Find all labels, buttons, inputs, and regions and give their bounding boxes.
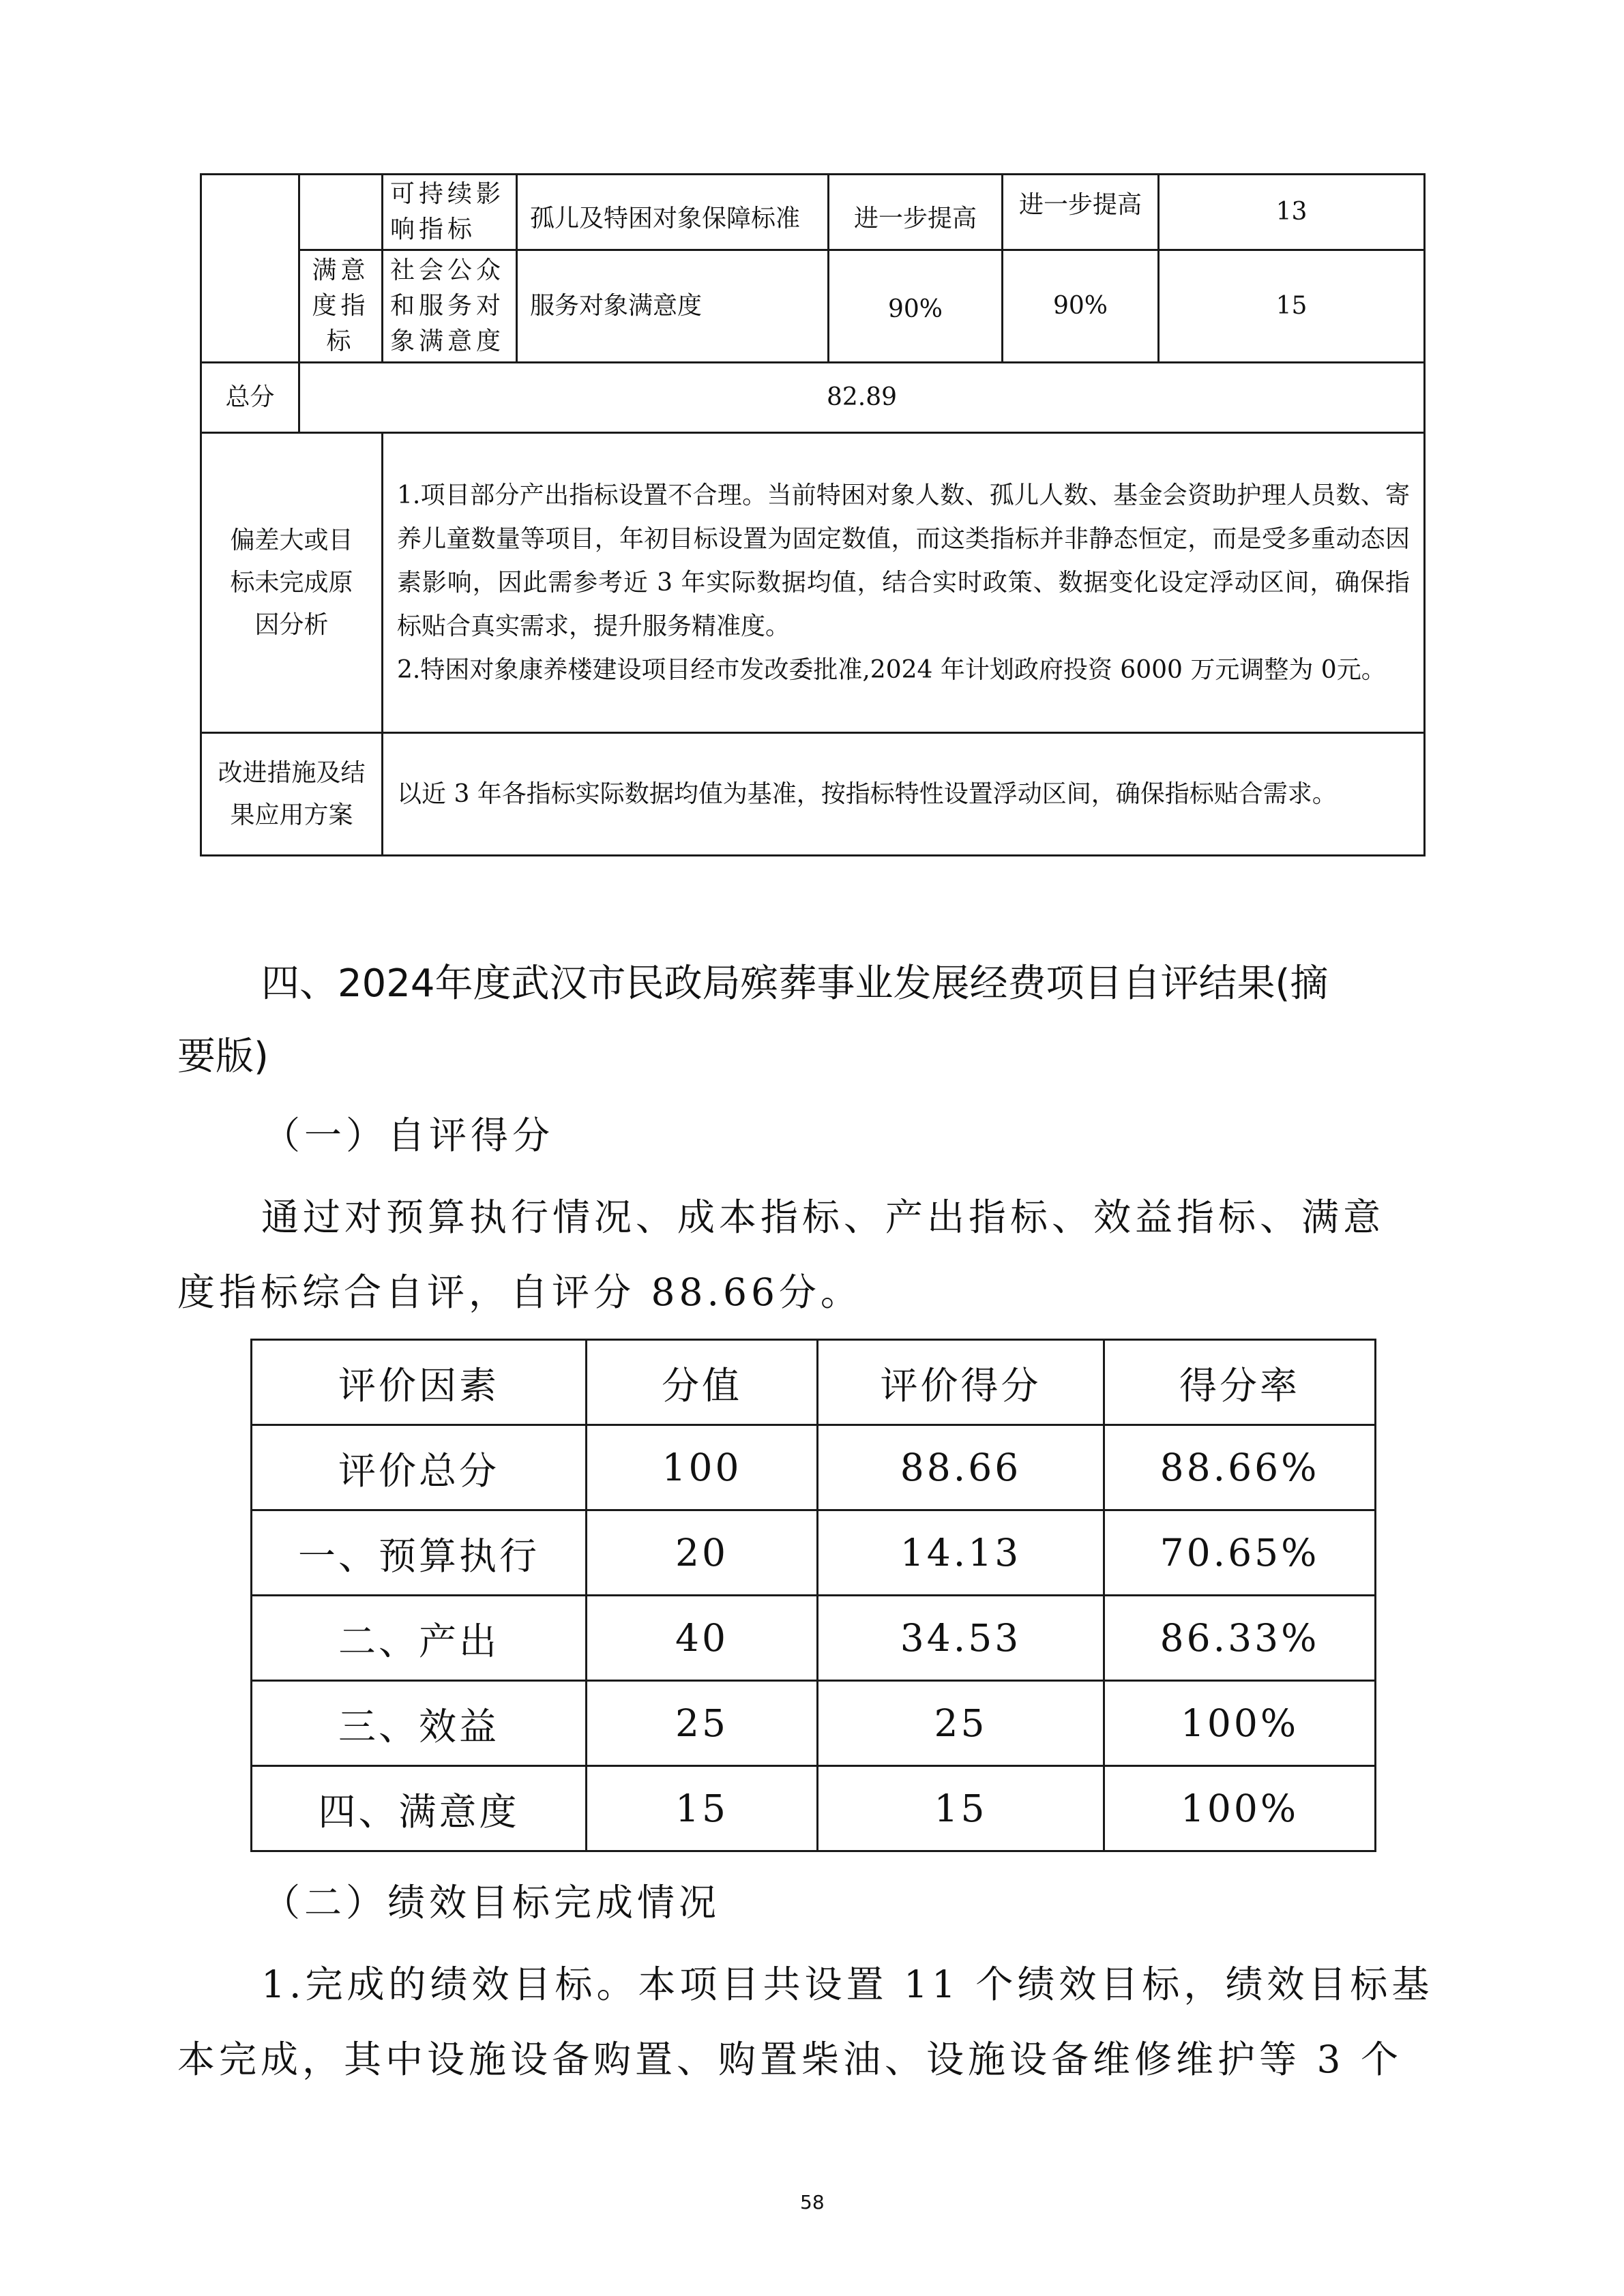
- indicator-category: 满意度指标: [299, 250, 383, 363]
- indicator-table-continued: [200, 173, 1426, 856]
- rate-cell: 88.66%: [1104, 1425, 1376, 1510]
- factor-cell: 一、预算执行: [252, 1510, 587, 1596]
- self-score-paragraph-line2: 度指标综合自评，自评分 88.66分。: [177, 1270, 862, 1314]
- table-cell-empty: [299, 175, 383, 250]
- section-title-line1: 四、2024年度武汉市民政局殡葬事业发展经费项目自评结果(摘: [261, 961, 1329, 1006]
- improvement-row: [201, 733, 1425, 856]
- self-score-paragraph-line1: 通过对预算执行情况、成本指标、产出指标、效益指标、满意: [261, 1195, 1385, 1239]
- score-cell: 15: [818, 1766, 1104, 1851]
- header-cell: 评价因素: [252, 1340, 587, 1425]
- table-cell-empty: [201, 175, 299, 363]
- factor-cell: 二、产出: [252, 1596, 587, 1681]
- weight-cell: 20: [587, 1510, 818, 1596]
- subsection-title-goals: （二）绩效目标完成情况: [263, 1881, 721, 1924]
- rate-cell: 86.33%: [1104, 1596, 1376, 1681]
- weight-cell: 40: [587, 1596, 818, 1681]
- improvement-content: 以近 3 年各指标实际数据均值为基准，按指标特性设置浮动区间，确保指标贴合需求。: [383, 733, 1425, 856]
- score-cell: 25: [818, 1681, 1104, 1766]
- header-cell: 评价得分: [818, 1340, 1104, 1425]
- indicator-score: 13: [1159, 175, 1425, 250]
- indicator-actual: 进一步提高: [1003, 175, 1159, 250]
- total-label: 总分: [201, 363, 299, 433]
- rate-cell: 100%: [1104, 1766, 1376, 1851]
- improvement-label: 改进措施及结果应用方案: [201, 733, 383, 856]
- header-cell: 得分率: [1104, 1340, 1376, 1425]
- rate-cell: 70.65%: [1104, 1510, 1376, 1596]
- indicator-target: 90%: [829, 250, 1003, 363]
- analysis-label: 偏差大或目标未完成原因分析: [201, 433, 383, 733]
- analysis-item: 2.特困对象康养楼建设项目经市发改委批准,2024 年计划政府投资 6000 万元调整为 0元。: [397, 655, 1386, 684]
- factor-cell: 四、满意度: [252, 1766, 587, 1851]
- score-cell: 88.66: [818, 1425, 1104, 1510]
- subsection-title-self-score: （一）自评得分: [263, 1114, 555, 1157]
- page-number: 58: [800, 2191, 825, 2213]
- table-row: [252, 1681, 1376, 1766]
- section-title-line2: 要版): [177, 1034, 269, 1079]
- table-row: [252, 1766, 1376, 1851]
- analysis-content: [383, 433, 1425, 733]
- indicator-score: 15: [1159, 250, 1425, 363]
- total-row: [201, 363, 1425, 433]
- table-row: [252, 1510, 1376, 1596]
- score-cell: 34.53: [818, 1596, 1104, 1681]
- table-row: [201, 250, 1425, 363]
- score-cell: 14.13: [818, 1510, 1104, 1596]
- table-row: [201, 175, 1425, 250]
- indicator-target: 进一步提高: [829, 175, 1003, 250]
- indicator-name: 孤儿及特困对象保障标准: [517, 175, 829, 250]
- table-row: [252, 1425, 1376, 1510]
- weight-cell: 15: [587, 1766, 818, 1851]
- analysis-row: [201, 433, 1425, 733]
- weight-cell: 100: [587, 1425, 818, 1510]
- factor-cell: 评价总分: [252, 1425, 587, 1510]
- analysis-item: 1.项目部分产出指标设置不合理。当前特困对象人数、孤儿人数、基金会资助护理人员数、寄养儿童数量等项目，年初目标设置为固定数值，而这类指标并非静态恒定，而是受多重动态因素影响，因此需参考近 3 年实际数据均值，结合实时政策、数据变化设定浮动区间，确保指标贴合真实需求，提升服务精准度。: [397, 481, 1410, 640]
- indicator-name: 服务对象满意度: [517, 250, 829, 363]
- score-table: [250, 1339, 1376, 1852]
- table-row: [252, 1596, 1376, 1681]
- header-cell: 分值: [587, 1340, 818, 1425]
- goals-paragraph-line1: 1.完成的绩效目标。本项目共设置 11 个绩效目标，绩效目标基: [261, 1963, 1434, 2006]
- score-table-header: [252, 1340, 1376, 1425]
- goals-paragraph-line2: 本完成，其中设施设备购置、购置柴油、设施设备维修维护等 3 个: [177, 2038, 1402, 2081]
- rate-cell: 100%: [1104, 1681, 1376, 1766]
- weight-cell: 25: [587, 1681, 818, 1766]
- total-value: 82.89: [299, 363, 1425, 433]
- indicator-subcategory: 可持续影响指标: [383, 175, 517, 250]
- factor-cell: 三、效益: [252, 1681, 587, 1766]
- indicator-subcategory: 社会公众和服务对象满意度: [383, 250, 517, 363]
- indicator-actual: 90%: [1003, 250, 1159, 363]
